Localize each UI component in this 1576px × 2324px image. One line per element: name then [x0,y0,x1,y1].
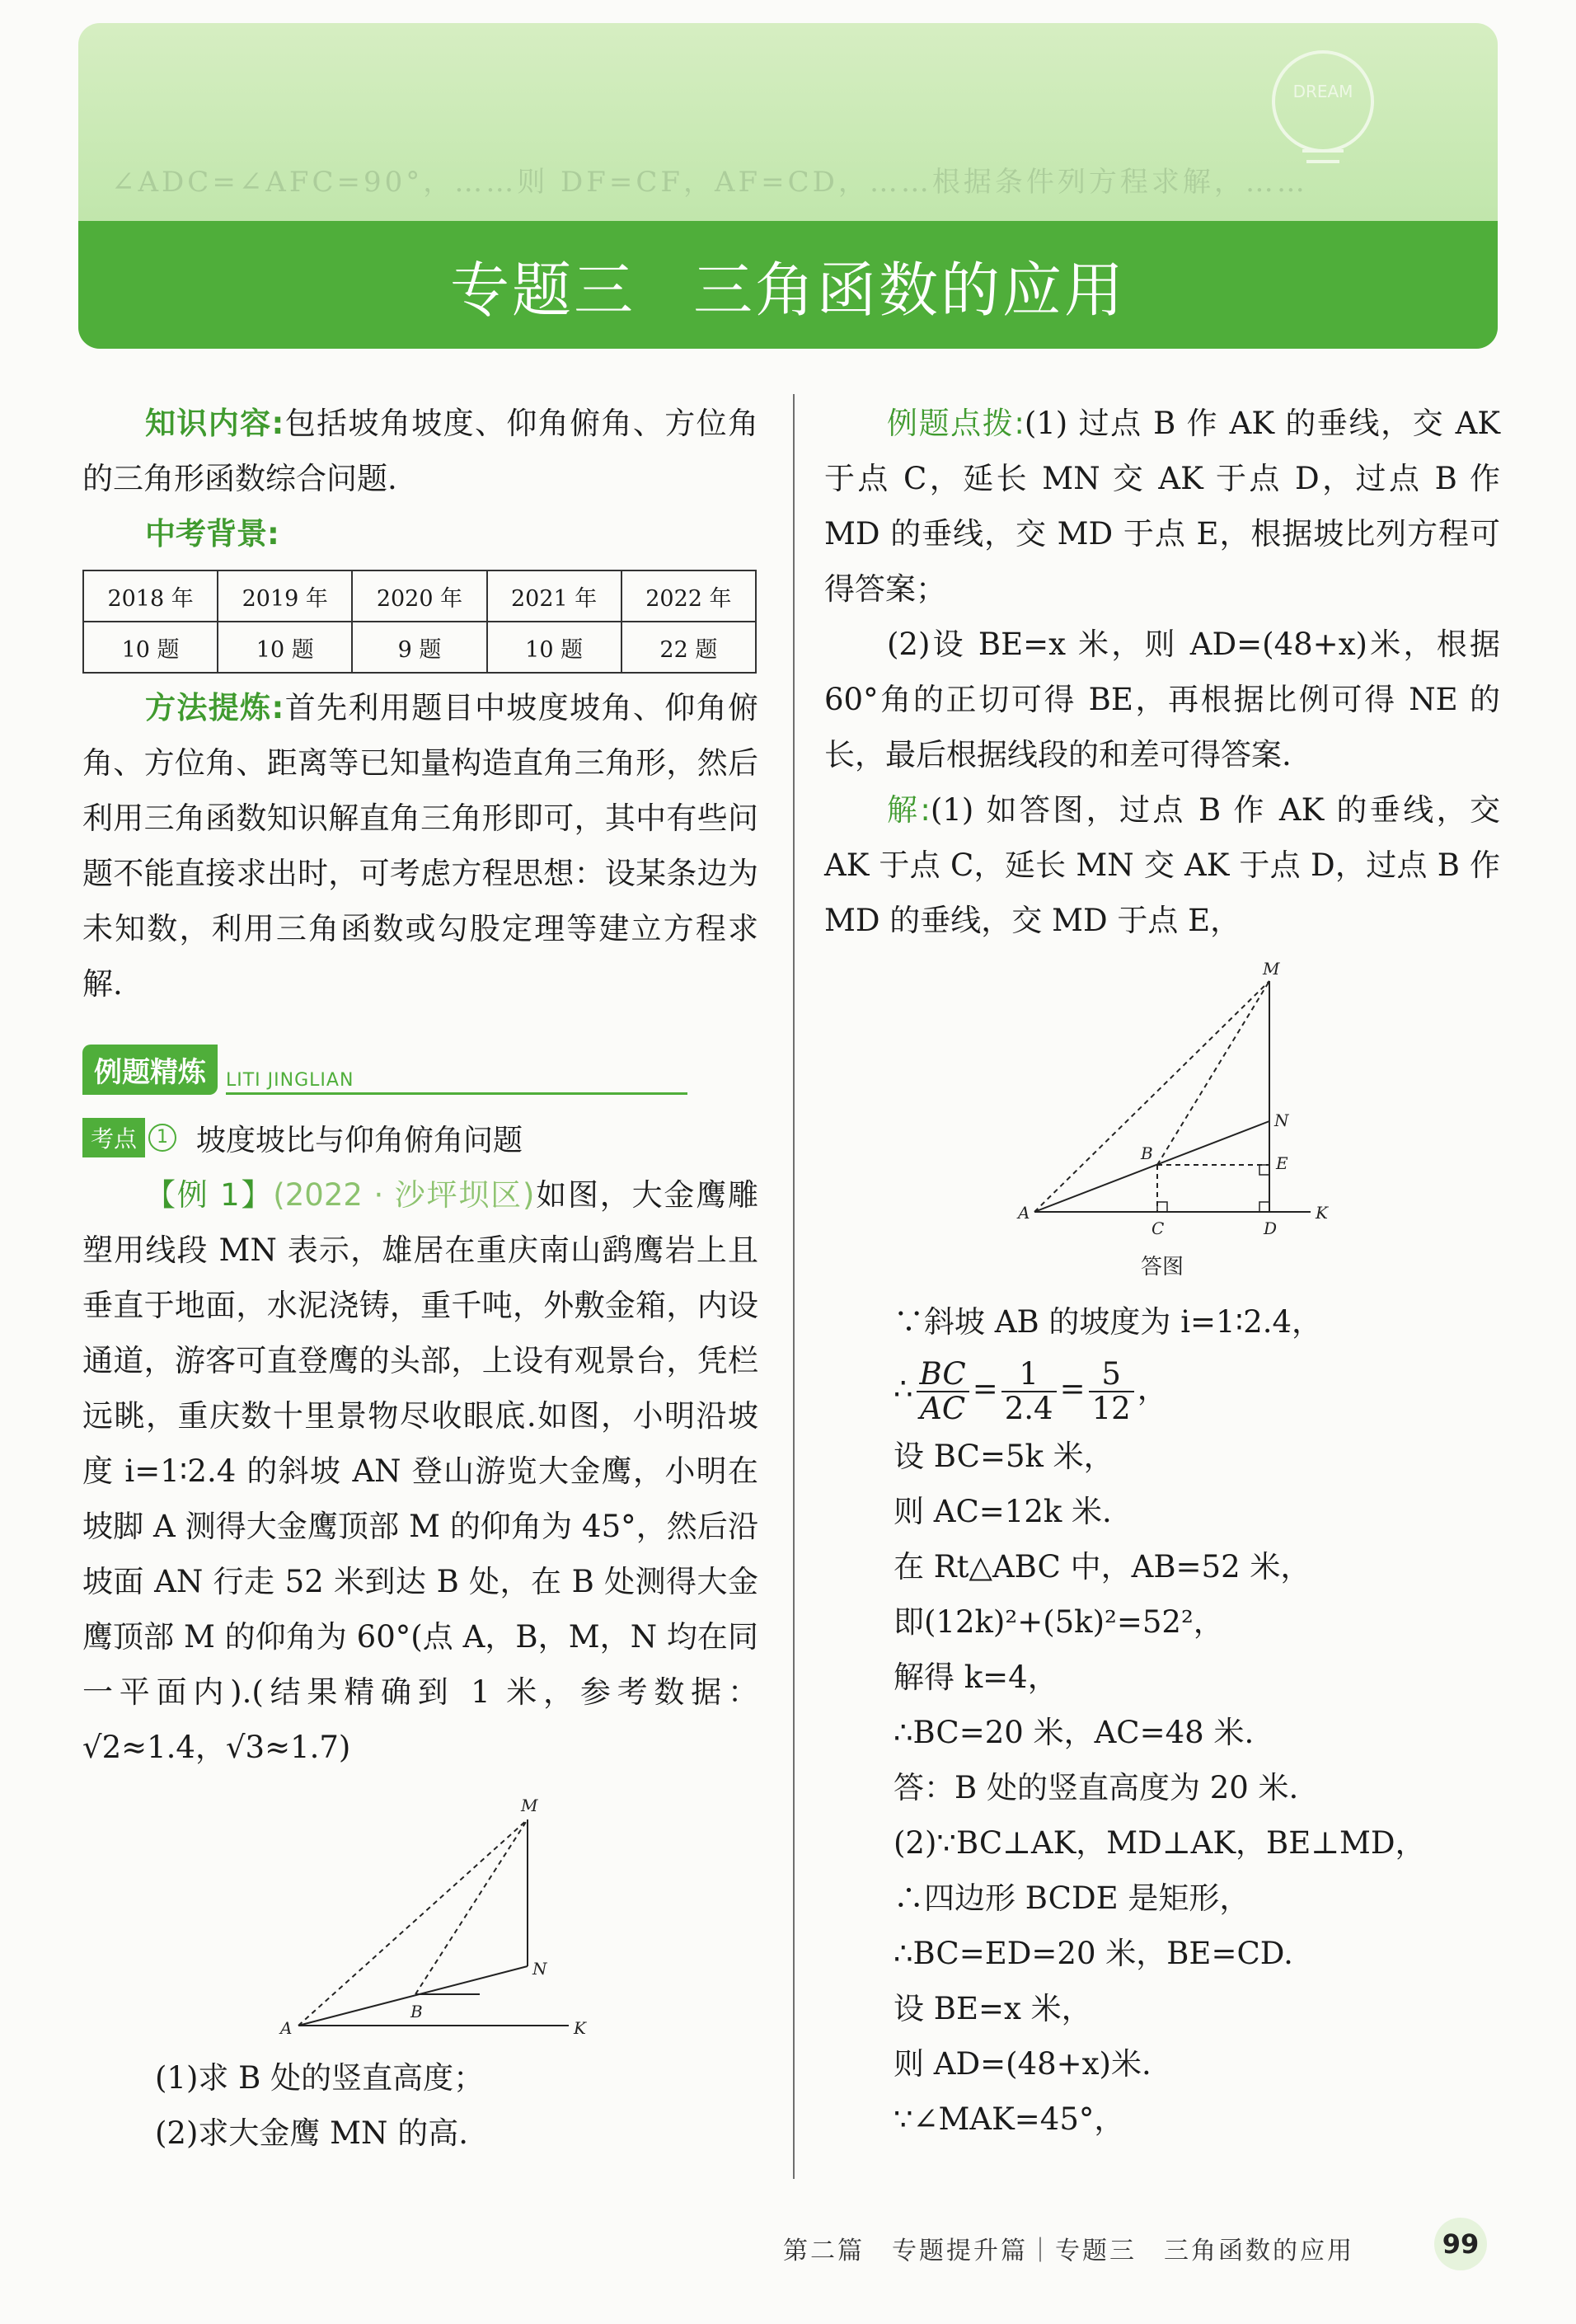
hint-paragraph-2: (2)设 BE=x 米，则 AD=(48+x)米，根据 60°角的正切可得 BE，再根据比例可得 NE 的长，最后根据线段的和差可得答案. [824,627,1500,772]
frac-den: AC [920,1390,966,1426]
knowledge-paragraph [82,396,758,506]
exam-count-table [82,570,757,674]
example-source: (2022 · 沙坪坝区) [273,1177,535,1213]
fig-label-d: D [1264,1218,1278,1238]
hint-text-1: (1) 过点 B 作 AK 的垂线，交 AK 于点 C，延长 MN 交 AK 于点 D，过点 B 作 MD 的垂线，交 MD 于点 E，根据坡比列方程可得答案； [824,406,1500,607]
method-paragraph [82,680,758,1012]
frac-num: BC [917,1358,969,1392]
frac-num: 1 [1001,1358,1057,1392]
kaodian-tag: 考点 [82,1118,145,1157]
fraction-bc-ac [917,1355,969,1426]
section-tag: 例题精炼 [82,1045,218,1095]
page-number: 99 [1434,2218,1487,2270]
section-pinyin: LITI JINGLIAN [226,1070,687,1095]
fig-label-b: B [410,2002,423,2021]
right-angle-e [1259,1165,1269,1175]
fraction-step: ∴ $\frac{BC}{AC}$ = $\frac{1}{2.4}$ = $\frac{5}{12}$ ， [894,1355,1168,1426]
frac-suffix: ， [1137,1371,1168,1406]
title-bar [78,221,1498,349]
kaodian-number: 1 [148,1124,176,1152]
therefore-symbol: ∴ [894,1371,913,1406]
table-cell: 10 题 [487,622,621,673]
column-divider [793,394,795,2179]
fig-label-a: A [1018,1203,1030,1223]
method-label: 方法提炼: [145,690,284,725]
frac-den: 12 [1091,1390,1131,1426]
step-14: ∵∠MAK=45°， [894,2101,1125,2137]
table-cell: 9 题 [352,622,486,673]
fig-label-a: A [280,2018,293,2038]
solve-paragraph [824,782,1500,948]
step-11: ∴BC=ED=20 米，BE=CD. [894,1936,1293,1971]
example-paragraph [82,1167,758,1775]
fig-label-k: K [574,2018,586,2038]
section-header [82,1045,758,1095]
table-cell: 2021 年 [487,570,621,622]
line-an [1034,1121,1269,1212]
left-column [82,396,758,2161]
dream-bulb-icon [1253,40,1393,180]
table-cell: 2022 年 [621,570,756,622]
background-label: 中考背景: [145,516,279,552]
line-bm-dashed [415,1819,528,1994]
step-5: 即(12k)²+(5k)²=52²， [894,1604,1224,1640]
fig-label-k: K [1316,1203,1328,1223]
bulb-label: DREAM [1292,82,1353,101]
step-3: 则 AC=12k 米. [894,1494,1112,1529]
table-cell: 2019 年 [218,570,352,622]
step-9: (2)∵BC⊥AK，MD⊥AK，BE⊥MD， [894,1825,1426,1861]
table-cell: 22 题 [621,622,756,673]
page-footer: 第二篇 专题提升篇｜专题三 三角函数的应用 [783,2237,1354,2265]
fraction-1-2.4 [1001,1355,1057,1426]
solve-text-1: (1) 如答图，过点 B 作 AK 的垂线，交 AK 于点 C，延长 MN 交 AK 于点 D，过点 B 作 MD 的垂线，交 MD 于点 E， [824,792,1500,938]
line-bm-dashed [1157,981,1269,1165]
step-10: ∴四边形 BCDE 是矩形， [894,1880,1250,1916]
hint-label: 例题点拨: [887,406,1025,441]
chapter-banner [78,23,1498,349]
step-4: 在 Rt△ABC 中，AB=52 米， [894,1549,1311,1585]
fig-label-b: B [1141,1143,1153,1163]
right-column [824,396,1500,2147]
method-text: 首先利用题目中坡度坡角、仰角俯角、方位角、距离等已知量构造直角三角形，然后利用三角函数知识解直角三角形即可，其中有些问题不能直接求出时，可考虑方程思想：设某条边为未知数，利用三角函数或勾股定理等建立方程求解. [82,690,759,1002]
line-am-dashed [298,1819,528,2026]
title-right: 三角函数的应用 [693,255,1127,325]
fig-label-n: N [1274,1110,1289,1130]
table-cell: 2018 年 [83,570,218,622]
fig-label-n: N [532,1959,547,1979]
solve-label: 解: [887,792,931,828]
table-row [83,570,756,622]
background-paragraph [82,506,758,561]
question-1: (1)求 B 处的竖直高度； [155,2060,485,2096]
figure-caption: 答图 [1140,1255,1184,1279]
example-text: 如图，大金鹰雕塑用线段 MN 表示，雄居在重庆南山鹞鹰岩上且垂直于地面，水泥浇铸，重千吨，外敷金箱，内设通道，游客可直登鹰的头部，上设有观景台，凭栏远眺，重庆数十里景物尽收眼底.如图，小明沿坡度 i=1∶2.4 的斜坡 AN 登山游览大金鹰，小明在坡脚 A 测得大金鹰顶部 M 的仰角为 45°，然后沿坡面 AN 行走 52 米到达 B 处，在 B 处测得大金鹰顶部 M 的仰角为 60°(点 A，B，M，N 均在同一平面内).(结果精确到 1 米，参考数据：√2≈1.4，√3≈1.7) [82,1177,758,1765]
question-2: (2)求大金鹰 MN 的高. [155,2115,468,2151]
right-angle-c [1157,1202,1167,1212]
table-row [83,622,756,673]
frac-den: 2.4 [1004,1390,1053,1426]
fig-label-m: M [521,1796,538,1815]
knowledge-text: 包括坡角坡度、仰角俯角、方位角的三角形函数综合问题. [82,406,759,496]
table-cell: 10 题 [218,622,352,673]
step-8: 答：B 处的竖直高度为 20 米. [894,1770,1299,1805]
right-angle-d [1259,1202,1269,1212]
example-figure [82,1778,758,2050]
answer-figure [824,956,1500,1294]
example-label: 【例 1】 [145,1177,274,1213]
fig-label-e: E [1276,1153,1288,1173]
title-left: 专题三 [449,255,636,325]
step-7: ∴BC=20 米，AC=48 米. [894,1715,1255,1750]
fig-label-c: C [1152,1218,1165,1238]
frac-num: 5 [1089,1358,1134,1392]
fig-label-m: M [1263,959,1280,979]
step-2: 设 BC=5k 米， [894,1439,1114,1474]
line-am-dashed [1034,981,1269,1212]
table-cell: 10 题 [83,622,218,673]
step-13: 则 AD=(48+x)米. [894,2046,1152,2082]
kaodian-header [82,1113,758,1162]
step-12: 设 BE=x 米， [894,1991,1092,2026]
kaodian-title: 坡度坡比与仰角俯角问题 [196,1123,523,1157]
banner-faint-text: ∠ADC=∠AFC=90°，……则 DF=CF，AF=CD，……根据条件列方程求解，…… [111,166,1308,199]
step-6: 解得 k=4， [894,1660,1058,1695]
hint-paragraph-1 [824,396,1500,617]
knowledge-label: 知识内容: [145,406,284,441]
table-cell: 2020 年 [352,570,486,622]
page-title [450,242,1126,328]
fraction-5-12 [1089,1355,1134,1426]
step-1: ∵斜坡 AB 的坡度为 i=1∶2.4， [894,1304,1323,1340]
